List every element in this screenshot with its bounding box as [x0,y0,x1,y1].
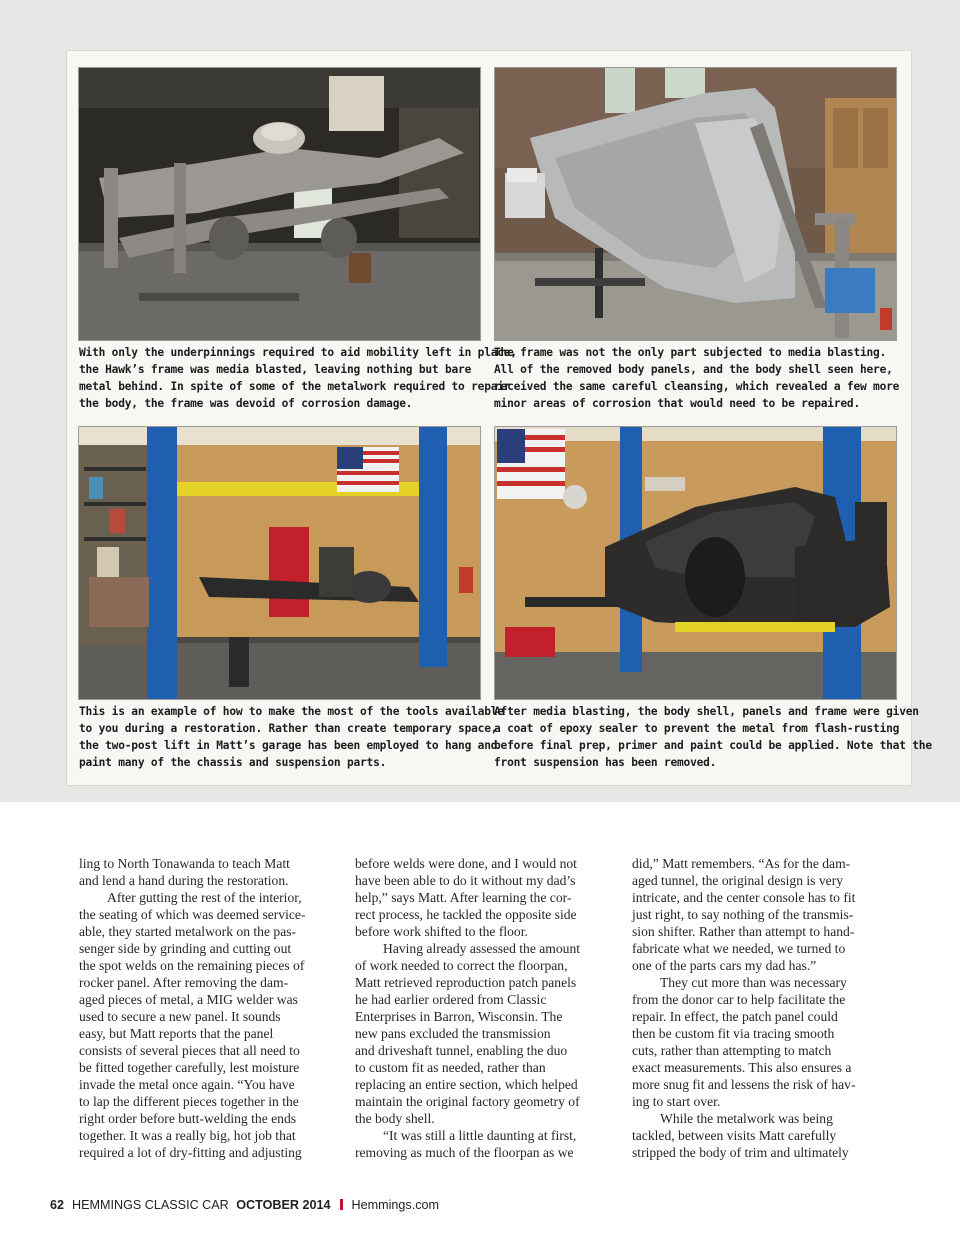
caption-line: the two-post lift in Matt’s garage has been employed to hang and [79,739,498,752]
body-line: the spot welds on the remaining pieces of [79,958,305,973]
body-line: aged tunnel, the original design is very [632,873,844,888]
body-line: Enterprises in Barron, Wisconsin. The [355,1009,563,1024]
caption-line: the Hawk’s frame was media blasted, leaving nothing but bare [79,363,472,376]
caption-line: the body, the frame was devoid of corrosion damage. [79,397,413,410]
body-line: and lend a hand during the restoration. [79,873,289,888]
body-line: stripped the body of trim and ultimately [632,1145,849,1160]
caption-garage-lift [79,703,504,771]
body-line: and driveshaft tunnel, enabling the duo [355,1043,568,1058]
body-line: did,” Matt remembers. “As for the dam- [632,856,851,871]
caption-line: After media blasting, the body shell, panels and frame were given [494,705,919,718]
photo-epoxy-sealed-shell [494,426,897,700]
caption-line: minor areas of corrosion that would need to be repaired. [494,397,860,410]
body-line: one of the parts cars my dad has.” [632,958,817,973]
caption-line: This is an example of how to make the most of the tools available [79,705,504,718]
body-line: While the metalwork was being [660,1111,833,1126]
body-line: before welds were done, and I would not [355,856,577,871]
body-line: invade the metal once again. “You have [79,1077,295,1092]
body-line: Matt retrieved reproduction patch panels [355,975,577,990]
body-line: just right, to say nothing of the transmis- [632,907,854,922]
body-line: the body shell. [355,1111,435,1126]
body-line: able, they started metalwork on the pas- [79,924,297,939]
page-footer [50,1198,439,1212]
body-line: consists of several pieces that all need to [79,1043,300,1058]
issue-date: OCTOBER 2014 [236,1198,331,1212]
photo-garage-lift [78,426,481,700]
body-line: They cut more than was necessary [660,975,847,990]
body-line: new pans excluded the transmission [355,1026,551,1041]
caption-line: metal behind. In spite of some of the metalwork required to repair [79,380,511,393]
caption-blasted-frame [79,344,517,412]
body-line: aged pieces of metal, a MIG welder was [79,992,298,1007]
body-line: sion shifter. Rather than attempt to hand- [632,924,855,939]
body-line: repair. In effect, the patch panel could [632,1009,838,1024]
caption-body-shell [494,344,900,412]
body-line: be fitted together carefully, lest moisture [79,1060,300,1075]
body-line: ing to start over. [632,1094,721,1109]
body-line: fabricate what we needed, we turned to [632,941,846,956]
body-column-2 [355,855,623,1161]
caption-line: paint many of the chassis and suspension parts. [79,756,387,769]
body-line: have been able to do it without my dad’s [355,873,576,888]
caption-line: The frame was not the only part subjected to media blasting. [494,346,887,359]
body-line: exact measurements. This also ensures a [632,1060,852,1075]
body-line: to custom fit as needed, rather than [355,1060,546,1075]
body-line: more snug fit and lessens the risk of hav- [632,1077,856,1092]
body-column-3 [632,855,900,1161]
caption-line: received the same careful cleansing, which revealed a few more [494,380,900,393]
body-line: of work needed to correct the floorpan, [355,958,568,973]
caption-epoxy-sealer [494,703,932,771]
body-line: then be custom fit via tracing smooth [632,1026,835,1041]
body-line: “It was still a little daunting at first, [383,1128,577,1143]
body-line: required a lot of dry-fitting and adjusting [79,1145,302,1160]
body-line: cuts, rather than attempting to match [632,1043,832,1058]
body-line: rect process, he tackled the opposite side [355,907,577,922]
photo-blasted-frame [78,67,481,341]
body-line: before work shifted to the floor. [355,924,528,939]
body-line: tackled, between visits Matt carefully [632,1128,837,1143]
body-line: After gutting the rest of the interior, [107,890,302,905]
body-line: to lap the different pieces together in the [79,1094,299,1109]
body-line: used to secure a new panel. It sounds [79,1009,281,1024]
caption-line: to you during a restoration. Rather than create temporary space, [79,722,498,735]
body-line: rocker panel. After removing the dam- [79,975,289,990]
caption-line: a coat of epoxy sealer to prevent the metal from flash-rusting [494,722,900,735]
caption-line: With only the underpinnings required to aid mobility left in place, [79,346,517,359]
body-line: removing as much of the floorpan as we [355,1145,574,1160]
body-line: ling to North Tonawanda to teach Matt [79,856,290,871]
body-line: he had earlier ordered from Classic [355,992,547,1007]
website-link[interactable]: Hemmings.com [351,1198,440,1212]
body-line: together. It was a really big, hot job that [79,1128,296,1143]
body-line: maintain the original factory geometry of [355,1094,580,1109]
body-column-1 [79,855,347,1161]
caption-line: All of the removed body panels, and the body shell seen here, [494,363,893,376]
body-line: right order before butt-welding the ends [79,1111,297,1126]
body-line: senger side by grinding and cutting out [79,941,292,956]
caption-line: front suspension has been removed. [494,756,717,769]
body-line: help,” says Matt. After learning the cor- [355,890,572,905]
body-line: Having already assessed the amount [383,941,581,956]
caption-line: before final prep, primer and paint could be applied. Note that the [494,739,932,752]
body-line: replacing an entire section, which helped [355,1077,578,1092]
body-line: from the donor car to help facilitate the [632,992,846,1007]
page-number: 62 [50,1198,65,1212]
body-line: easy, but Matt reports that the panel [79,1026,274,1041]
separator-bar [340,1199,343,1210]
body-line: the seating of which was deemed service- [79,907,306,922]
photo-body-shell-rotisserie [494,67,897,341]
publication-name: HEMMINGS CLASSIC CAR [72,1198,229,1212]
body-line: intricate, and the center console has to fit [632,890,856,905]
